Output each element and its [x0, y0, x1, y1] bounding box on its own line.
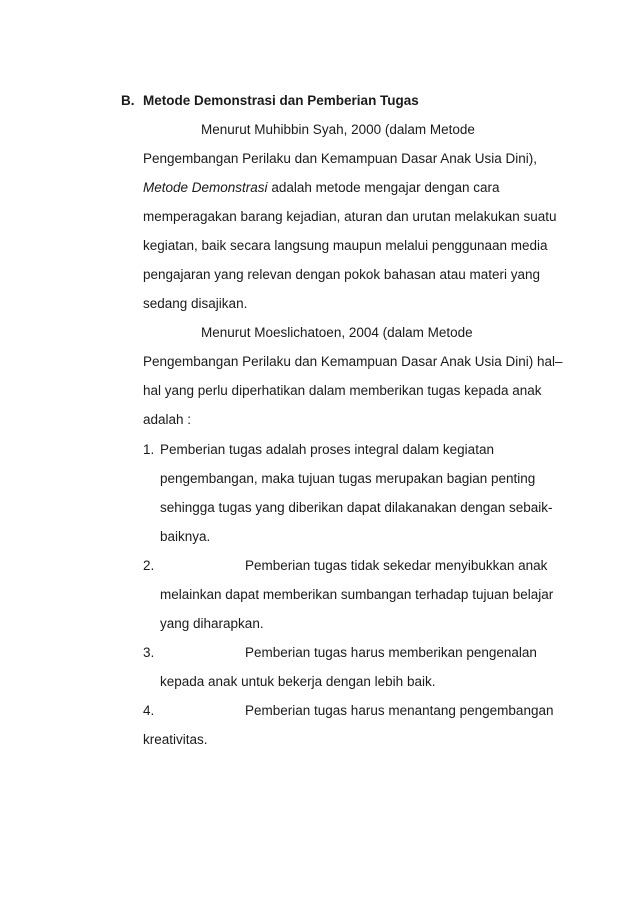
- list-item-3-line-1: Pemberian tugas harus memberikan pengenalan: [245, 645, 537, 660]
- list-number: 3.: [143, 645, 155, 660]
- list-item-4-line-2: kreativitas.: [143, 732, 208, 747]
- list-number: 1.: [143, 442, 155, 457]
- para1-line-7: sedang disajikan.: [143, 296, 248, 311]
- list-item-1-line-2: pengembangan, maka tujuan tugas merupakan bagian penting: [160, 471, 536, 486]
- list-item-2-line-1: Pemberian tugas tidak sekedar menyibukkan anak: [245, 558, 548, 573]
- para2-line-3: hal yang perlu diperhatikan dalam memberikan tugas kepada anak: [143, 383, 542, 398]
- list-item-4-line-1: Pemberian tugas harus menantang pengembangan: [245, 703, 554, 718]
- emphasis-term: Metode Demonstrasi: [143, 180, 268, 195]
- para1-line-3-rest: adalah metode mengajar dengan cara: [267, 180, 500, 195]
- para1-line-3: [143, 179, 499, 197]
- list-item-2-line-3: yang diharapkan.: [160, 616, 264, 631]
- para1-line-5: kegiatan, baik secara langsung maupun melalui penggunaan media: [143, 238, 548, 253]
- para2-line-2: Pengembangan Perilaku dan Kemampuan Dasar Anak Usia Dini) hal–: [143, 354, 563, 369]
- list-item-1-line-1: Pemberian tugas adalah proses integral dalam kegiatan: [160, 442, 494, 457]
- para1-line-2: Pengembangan Perilaku dan Kemampuan Dasar Anak Usia Dini),: [143, 151, 537, 166]
- list-item-1-line-3: sehingga tugas yang diberikan dapat dilakanakan dengan sebaik-: [160, 500, 553, 515]
- section-letter: B.: [121, 93, 135, 108]
- para1-line-4: memperagakan barang kejadian, aturan dan urutan melakukan suatu: [143, 209, 557, 224]
- list-item-3-line-2: kepada anak untuk bekerja dengan lebih baik.: [160, 674, 436, 689]
- para2-line-1: Menurut Moeslichatoen, 2004 (dalam Metode: [201, 325, 473, 340]
- para1-line-6: pengajaran yang relevan dengan pokok bahasan atau materi yang: [143, 267, 541, 282]
- list-item-2-line-2: melainkan dapat memberikan sumbangan terhadap tujuan belajar: [160, 587, 554, 602]
- list-item-1-line-4: baiknya.: [160, 529, 211, 544]
- list-number: 2.: [143, 558, 155, 573]
- para1-line-1: Menurut Muhibbin Syah, 2000 (dalam Metode: [201, 122, 475, 137]
- section-title: Metode Demonstrasi dan Pemberian Tugas: [143, 93, 419, 108]
- list-number: 4.: [143, 703, 155, 718]
- para2-line-4: adalah :: [143, 412, 192, 427]
